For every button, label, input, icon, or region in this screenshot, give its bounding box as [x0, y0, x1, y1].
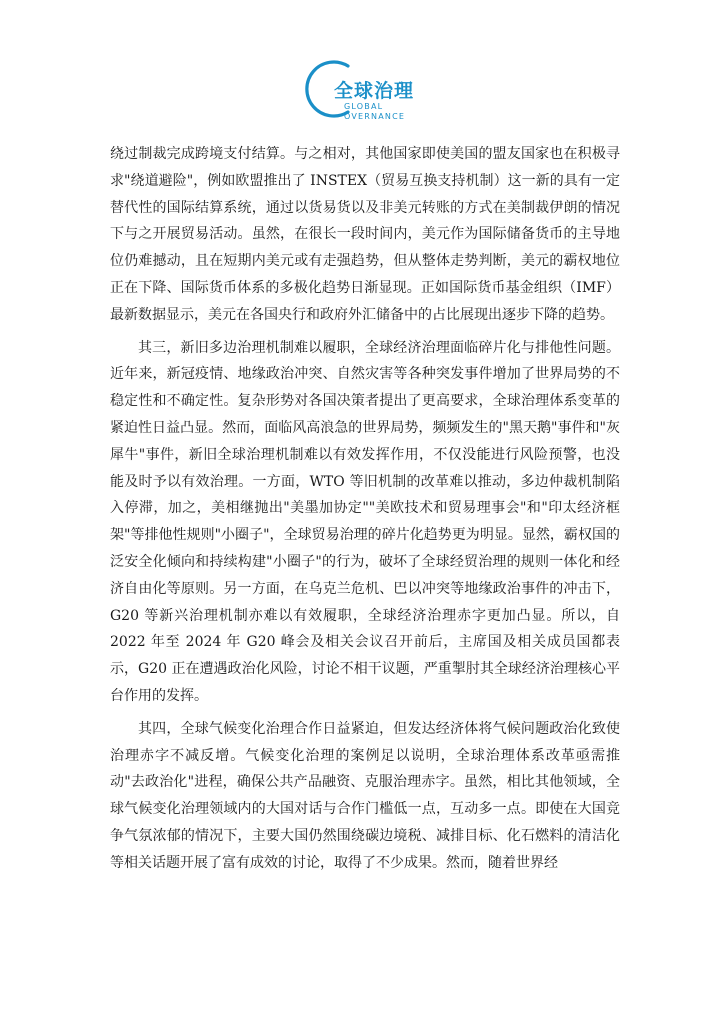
paragraph-continuation: 绕过制裁完成跨境支付结算。与之相对，其他国家即使美国的盟友国家也在积极寻求"绕道避险"，例如欧盟推出了 INSTEX（贸易互换支持机制）这一新的具有一定替代性的国际结算系统，通过以货易货以及非美元转账的方式在美制裁伊朗的情况下与之开展贸易活动。虽然，在很长一段时间内，美元作为国际储备货币的主导地位仍难撼动，且在短期内美元或有走强趋势，但从整体走势判断，美元的霸权地位正在下降、国际货币体系的多极化趋势日渐显现。正如国际货币基金组织（IMF）最新数据显示，美元在各国央行和政府外汇储备中的占比展现出逐步下降的趋势。 — [110, 146, 620, 323]
logo-english-line1: GLOBAL — [344, 102, 384, 111]
paragraph-fourth-point: 其四，全球气候变化治理合作日益紧迫，但发达经济体将气候问题政治化致使治理赤字不减反增。气候变化治理的案例足以说明，全球治理体系改革亟需推动"去政治化"进程，确保公共产品融资、克服治理赤字。虽然，相比其他领域，全球气候变化治理领域内的大国对话与合作门槛低一点，互动多一点。即使在大国竞争气氛浓郁的情况下，主要大国仍然围绕碳边境税、减排目标、化石燃料的清洁化等相关话题开展了富有成效的讨论，取得了不少成果。然而，随着世界经 — [110, 720, 620, 871]
global-governance-logo — [304, 56, 434, 122]
logo-chinese-text: 全球治理 — [334, 80, 415, 102]
paragraph-third-point: 其三，新旧多边治理机制难以履职，全球经济治理面临碎片化与排他性问题。近年来，新冠疫情、地缘政治冲突、自然灾害等各种突发事件增加了世界局势的不稳定性和不确定性。复杂形势对各国决策者提出了更高要求，全球治理体系变革的紧迫性日益凸显。然而，面临风高浪急的世界局势，频频发生的"黑天鹅"事件和"灰犀牛"事件，新旧全球治理机制难以有效发挥作用，不仅没能进行风险预警，也没能及时予以有效治理。一方面，WTO 等旧机制的改革难以推动，多边仲裁机制陷入停滞，加之，美相继抛出"美墨加协定""美欧技术和贸易理事会"和"印太经济框架"等排他性规则"小圈子"，全球贸易治理的碎片化趋势更为明显。显然，霸权国的泛安全化倾向和持续构建"小圈子"的行为，破坏了全球经贸治理的规则一体化和经济自由化等原则。另一方面，在乌克兰危机、巴以冲突等地缘政治事件的冲击下，G20 等新兴治理机制亦难以有效履职，全球经济治理赤字更加凸显。所以，自 2022 年至 2024 年 G20 峰会及相关会议召开前后，主席国及相关成员国都表示，G20 正在遭遇政治化风险，讨论不相干议题，严重掣肘其全球经济治理核心平台作用的发挥。 — [110, 339, 620, 704]
body-text — [110, 141, 620, 883]
logo-english-line2: OVERNANCE — [344, 112, 406, 121]
